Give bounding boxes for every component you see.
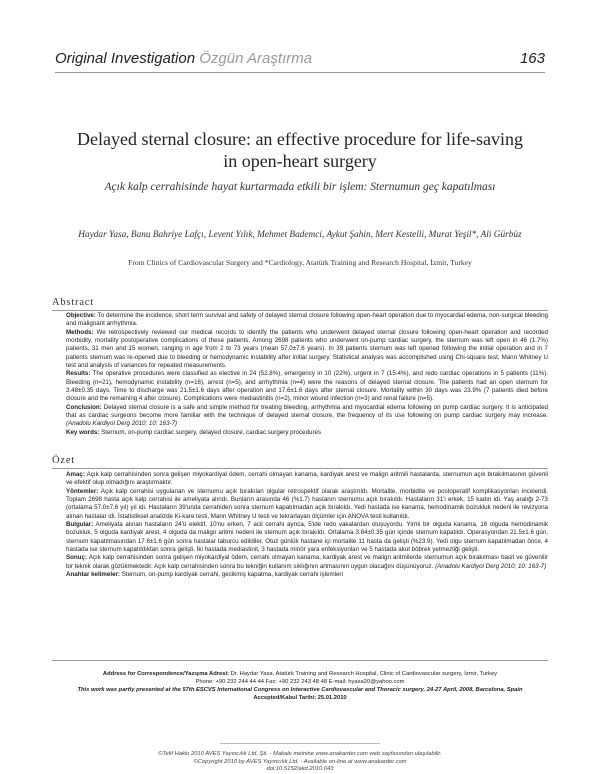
abstract-conclusion: Conclusion: Delayed sternal closure is a safe and simple method for treating bleeding, arrhythmia and myocardial edema following on pump cardiac surgery. It is anticipated that as cardiac surgeons become more familiar with the technique of delayed sternal closure, the frequency of its use following on pump cardiac surgery may increase. (Anadolu Kardiyol Derg 2010; 10: 163-7) [66,403,548,428]
ozet-rule [52,468,548,469]
section-label-tr: Özgün Araştırma [199,50,313,67]
copyright-footer [40,751,560,774]
abstract-results: Results: The operative procedures were classified as elective in 24 (52.8%), emergency in 10 (22%), urgent in 7 (15.4%), and redo cardiac operations in 5 patients (11%). Bleeding (n=21), hemodynamic instability (n=16), arrest (n=5), and arrhythmia (n=4) were the reasons of delayed sternal closure. The patients had an open sternum for 3.48±0.35 days. Time to discharge was 21.5±1.6 days after operation and 17.6±1.6 days after sternal closure. Mortality within 30 days was 23.9% (7 patients died before closure and the remaining 4 after closure). Complications were mediastinitis (n=2), minor wound infection (n=3) and renal failure (n=5). [66,370,549,403]
author-list: Haydar Yasa, Banu Bahriye Lafçı, Levent Yılık, Mehmet Bademci, Aykut Şahin, Mert Kestelli, Murat Yeşil*, Ali Gürbüz [78,230,522,240]
article-title [40,128,560,172]
ozet-amac: Amaç: Açık kalp cerrahisinden sonra gelişen miyokardiyal ödem, cerrahi olmayan kanama, kardiyak arest ve malign aritmili hastalarda, sternumun açık bırakılmasının güvenli ve efektif olup olmadığını araştırmaktır. [66,471,548,487]
abstract-methods: Methods: We retrospectively reviewed our medical records to identify the patients who underwent delayed sternal closure following open-heart operation and recorded morbidity, mortality postoperative complications of these patients. Among 2698 patients who underwent on-pump cardiac surgery, the sternum was left open in 46 (1.7%) patients, 31 men and 15 women, ranging in age from 2 to 73 years (mean 57.0±7.6 years). In 39 patients sternum was left opened following the initial operation and in 7 patients sternum was re-opened due to bleeding or hemodynamic instability after initial surgery. Statistical analysis was accomplished using Chi-square test, Mann Whitney U test and analysis of variances for repeated measurements. [66,328,548,370]
title-line-1: Delayed sternal closure: an effective procedure for life-saving [77,129,523,149]
ozet-bulgular: Bulgular: Ameliyata alınan hastaların 24'ü elektif, 10'nu erken, 7 acil cerrahi ayrıca, 5'ide redo vakalardan oluşuyordu. Yirmi bir olguda kanama, 16 olguda hemodinamik bozukluk, 5 olguda kardiyak arest, 4 olguda da malign aritmi nedeni ile sternum açık bırakıldı. Ortalama 3.84±0.35 gün içinde sternum kapatıldı. Operasyondan 21.5±1.6 gün, sternum kapatılmasından 17.6±1.6 gün sonra hastalar taburcu edildiler. Otuz günlük hastane içi mortalite 11 hasta da gelişti (%23.9). Yedi olgu sternum kapatılmadan önce, 4 hastada ise sternum kapatıldıktan sonra gelişti. İki hastada mediastinit, 3 hastada minör yara enfeksiyonları ve 5 hastada akut böbrek yetmezliği gelişti. [66,521,548,554]
abstract-heading: Abstract [52,297,94,308]
correspondence-block [40,670,560,702]
ozet-body [66,471,548,579]
congress-note: This work was partly presented at the 57th ESCVS International Congress on Interactive Cardiovascular and Thoracic surgery, 24-27 April, 2008, Barcelona, Spain [77,687,523,694]
correspondence-address: Address for Correspondence/Yazışma Adresi: Dr. Haydar Yasa, Atatürk Training and Research Hospital, Clinic of Cardiovascular surgery, İzmir, Turkey [102,671,498,677]
ozet-citation: (Anadolu Kardiyol Derg 2010; 10: 163-7) [435,562,547,570]
footer-line-1: ©Telif Hakkı 2010 AVES Yayıncılık Ltd. Şti. - Makale metnine www.anakarder.com web sayfasından ulaşılabilir. [158,751,442,757]
accepted-date: Accepted/Kabul Tarihi: 25.01.2010 [253,695,347,702]
section-label [55,50,312,67]
footer-line-2: ©Copyright 2010 by AVES Yayıncılık Ltd. - Available on-line at www.anakarder.com [193,758,407,765]
abstract-objective: Objective: To determine the incidence, short term survival and safety of delayed sternal closure following open-heart operation due to myocardial edema, non-surgical bleeding and malignant arrhythmia. [66,312,548,328]
abstract-rule [52,310,548,311]
correspondence-contact: Phone: +90 232 244 44 44 Fax: +90 232 243 48 48 E-mail: hyasa20@yahoo.com [195,679,405,686]
page-number: 163 [519,50,545,67]
article-subtitle: Açık kalp cerrahisinde hayat kurtarmada etkili bir işlem: Sternumun geç kapatılması [104,181,496,193]
ozet-heading: Özet [52,455,76,466]
ozet-sonuc: Sonuç: Açık kalp cerrahisinden sonra gelişen miyokardiyal ödem, cerrahi olmayan kanama, kardiyak arest ve malign aritmilerde sternumun açık bırakılması basit ve güvenilir bir teknik olarak gözükmektedir. Açık kalp cerrahisinden sonra bu tekniğin kullanım sıklığının artmasının uygun olacağını düşünüyoruz. (Anadolu Kardiyol Derg 2010; 10: 163-7) [66,554,548,570]
correspondence-rule [52,660,548,661]
abstract-keywords: Key words: Sternum, on-pump cardiac surgery, delayed closure, cardiac surgery procedures [66,428,322,436]
header-rule [55,72,545,73]
title-line-2: in open-heart surgery [223,151,377,171]
abstract-citation: (Anadolu Kardiyol Derg 2010; 10: 163-7) [66,420,178,428]
ozet-yontemler: Yöntemler: Açık kalp cerrahisi uygulanan ve sternumu açık bırakılan olgular retrospektif olarak araştırıldı. Mortalite, morbidite ve postoperatif komplikasyonları incelendi. Toplam 2698 hasta açık kalp cerrahisi ile ameliyata alındı. Bunların arasında 46 (%1.7) hastanın sternumu açık bırakıldı. Hastaların 31'i erkek, 15 kadın idi. Yaş aralığı 2-73 (ortalama 57.0±7.6 yıl) yıl idi. Hastaların 39'unda cerrahiden sonra sternum kapatılmadan açık bırakıldı. Yedi hastada ise kanama, hemodinamik bozukluk nedeni ile revizyona alınan hastalar idi. İstatistiksel analizde Ki-kare testi, Mann Whitney U testi ve tekrarlayan ölçümler için ANOVA testi kullanıldı. [66,487,548,520]
running-header [55,50,545,70]
footer-rule [220,743,380,744]
ozet-anahtar: Anahtar kelimeler: Sternum, on-pump kardiyak cerrahi, gecikmiş kapatma, kardiyak cerrahi işlemleri [66,571,343,579]
section-label-en: Original Investigation [55,50,196,67]
affiliation: From Clinics of Cardiovascular Surgery and *Cardiology, Atatürk Training and Research Hospital, İzmir, Turkey [128,258,472,267]
footer-doi: doi:10.5152/akd.2010.043 [266,766,334,773]
abstract-body [66,312,548,437]
